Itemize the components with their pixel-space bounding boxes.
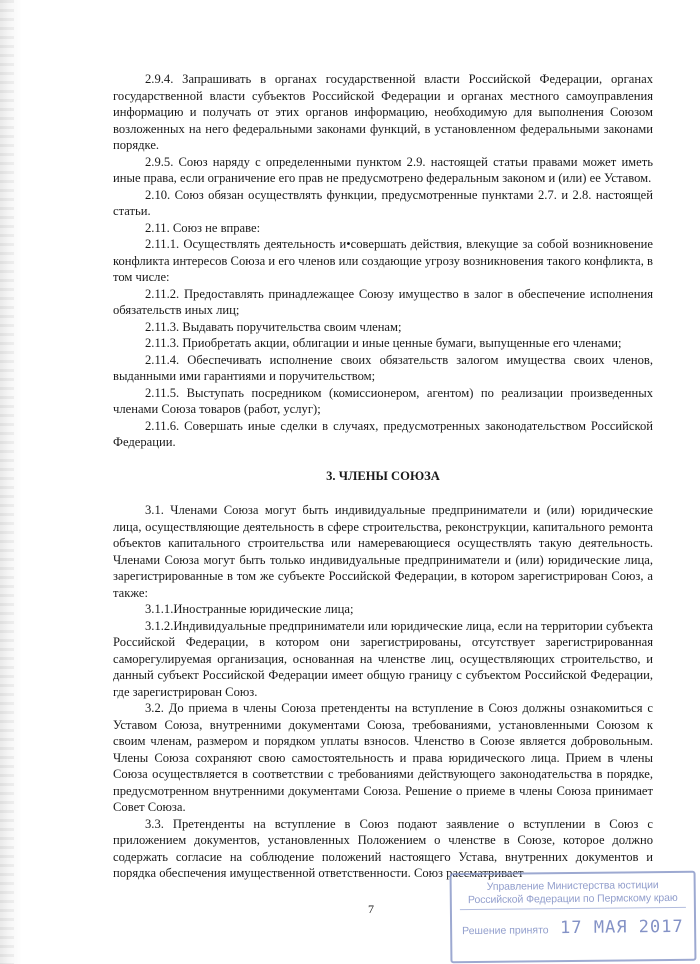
paragraph-2-11: 2.11. Союз не вправе: [145,220,261,235]
stamp-label: Решение принято [462,924,549,938]
paragraph-2-11-3-b: 2.11.3. Приобретать акции, облигации и иные ценные бумаги, выпущенные его членами; [145,336,622,350]
paragraph-2-9-5: 2.9.5. Союз наряду с определенными пунктом 2.9. настоящей статьи правами может иметь иные права, если ограничение его прав не предусмотрено федеральным законом и (или) ее Уставом. [113,154,653,185]
paragraph-2-11-1: 2.11.1. Осуществлять деятельность и•совершать действия, влекущие за собой возникновение конфликта интересов Союза и его членов или создающие угрозу возникновения такого конфликта, в том числе: [113,237,653,284]
paragraph-3-1-1: 3.1.1.Иностранные юридические лица; [145,602,354,616]
paragraph-2-9-4: 2.9.4. Запрашивать в органах государственной власти Российской Федерации, органах государственной власти субъектов Российской Федерации и органах местного самоуправления информацию и получать от этих органов информацию, необходимую для выполнения Союзом возложенных на него федеральными законами функций, в установленном федеральными законами порядке. [113,72,653,152]
paragraph-3-2: 3.2. До приема в члены Союза претенденты на вступление в Союз должны ознакомиться с Уставом Союза, внутренними документами Союза, требованиями, установленными Союзом к своим членам, размером и порядком уплаты взносов. Членство в Союзе является добровольным. Члены Союза сохраняют свою самостоятельность и права юридического лица. Прием в члены Союза осуществляется в соответствии с требованиями действующего законодательства в порядке, предусмотренном внутренними документами Союза. Решение о приеме в члены Союза принимает Совет Союза. [113,701,653,814]
paragraph-3-3: 3.3. Претенденты на вступление в Союз подают заявление о вступлении в Союз с приложением документов, установленных Положением о членстве в Союзе, которое должно содержать согласие на соблюдение положений настоящего Устава, внутренних документов и порядка обеспечения имущественной ответственности. Союз рассматривает [113,816,653,880]
scan-edge-shadow [0,0,14,964]
paragraph-2-11-4: 2.11.4. Обеспечивать исполнение своих обязательств залогом имущества своих членов, выданными ими гарантиями и поручительством; [113,352,653,383]
paragraph-2-11-5: 2.11.5. Выступать посредником (комиссионером, агентом) по реализации произведенных членами Союза товаров (работ, услуг); [113,385,653,416]
paragraph-2-10: 2.10. Союз обязан осуществлять функции, предусмотренные пунктами 2.7. и 2.8. настоящей статьи. [113,187,653,218]
paragraph-2-11-3-a: 2.11.3. Выдавать поручительства своим членам; [145,319,402,334]
page-number: 7 [368,902,374,916]
stamp-date: 17 МАЯ 2017 [560,916,684,939]
document-body [113,71,653,882]
paragraph-2-11-6: 2.11.6. Совершать иные сделки в случаях, предусмотренных законодательством Российской Федерации. [113,418,653,449]
stamp-organization: Управление Министерства юстиции Российской Федерации по Пермскому краю [467,879,678,907]
paragraph-3-1-2: 3.1.2.Индивидуальные предприниматели или юридические лица, если на территории субъекта Российской Федерации, в котором они зарегистрированы, отсутствует зарегистрированная саморегулируемая организация, основанная на членстве лиц, осуществляющих строительство, и данный субъект Российской Федерации имеет общую границу с субъектом Российской Федерации, где зарегистрирован Союз. [113,618,653,699]
section-heading: 3. ЧЛЕНЫ СОЮЗА [326,468,440,483]
paragraph-2-11-2: 2.11.2. Предоставлять принадлежащее Союзу имущество в залог в обеспечение исполнения обязательств иных лиц; [113,286,653,317]
paragraph-3-1: 3.1. Членами Союза могут быть индивидуальные предприниматели и (или) юридические лица, осуществляющие деятельность в сфере строительства, реконструкции, капитального ремонта объектов капитального строительства или намеревающиеся осуществлять такую деятельность. Членами Союза могут быть только индивидуальные предприниматели и (или) юридические лица, зарегистрированные в том же субъекте Российской Федерации, в котором зарегистрирован Союз, а также: [113,503,653,600]
registration-stamp [450,871,697,964]
stamp-divider [460,907,686,910]
